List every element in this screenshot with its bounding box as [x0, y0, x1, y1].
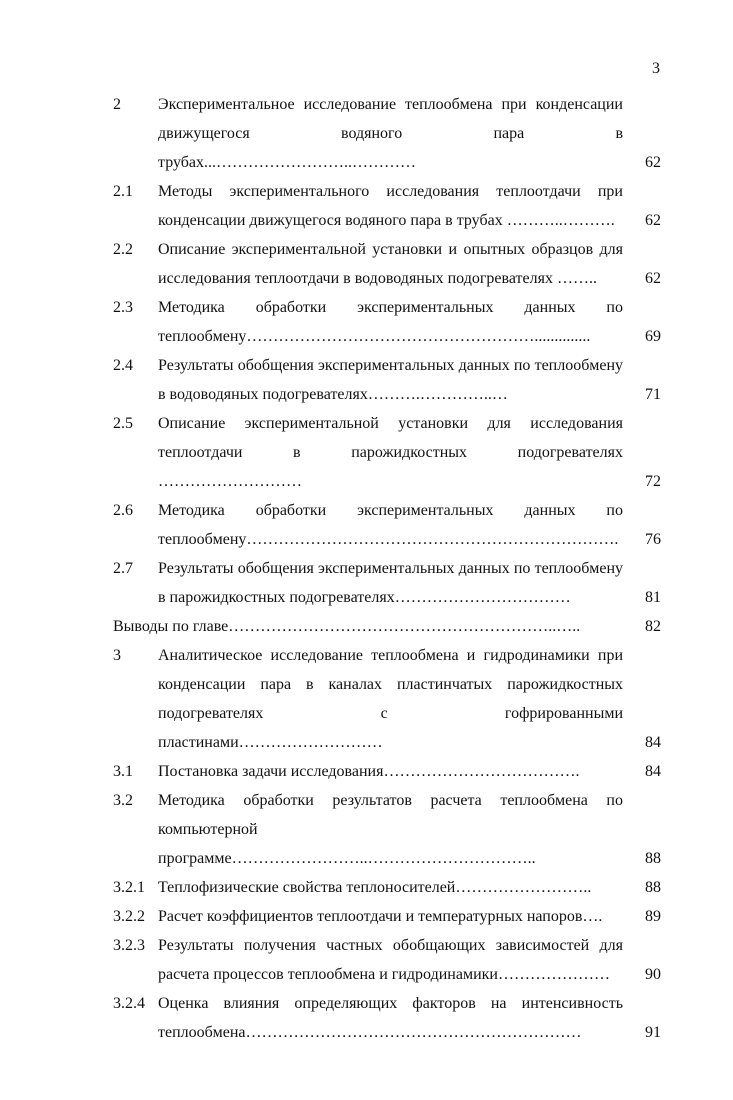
toc-entry-number: 3.2.1 — [113, 879, 145, 896]
toc-entry-title: Методы экспериментального исследования теплоотдачи при конденсации движущегося водяного пара в трубах ………..………. — [158, 183, 623, 229]
toc-entry-number: 3.1 — [113, 763, 133, 780]
toc-entry — [113, 351, 661, 409]
toc-entry-page: 62 — [645, 270, 661, 287]
toc-entry — [113, 786, 661, 873]
toc-entry-title: Методика обработки результатов расчета теплообмена по компьютерной программе……………………..………………………….. — [158, 792, 623, 867]
toc-entry-page: 69 — [645, 328, 661, 345]
toc-entry-page: 72 — [645, 473, 661, 490]
toc-entry-title: Результаты обобщения экспериментальных данных по теплообмену в водоводяных подогревателях……….…………..… — [158, 357, 623, 403]
toc-entry — [113, 409, 661, 496]
toc-entry-number: 3.2 — [113, 792, 133, 809]
toc-entry — [113, 235, 661, 293]
toc-entry-page: 62 — [645, 212, 661, 229]
toc-entry-number: 2.7 — [113, 560, 133, 577]
toc-entry-page: 91 — [645, 1024, 661, 1041]
toc-entry-number: 2 — [113, 96, 121, 113]
toc-entry — [113, 496, 661, 554]
toc-entry-number: 3.2.3 — [113, 937, 145, 954]
toc-entry — [113, 757, 661, 786]
toc-entry-title: Методика обработки экспериментальных данных по теплообмену……………………………………………….............. — [158, 299, 623, 345]
toc-entry — [113, 989, 661, 1047]
toc-entry-title: Методика обработки экспериментальных данных по теплообмену……………………………………………………………. — [158, 502, 623, 548]
toc-entry-page: 84 — [645, 763, 661, 780]
toc-entry-title: Результаты получения частных обобщающих зависимостей для расчета процессов теплообмена и гидродинамики………………… — [158, 937, 623, 983]
toc-entry-title: Постановка задачи исследования………………………………. — [158, 763, 580, 780]
toc-entry-title: Расчет коэффициентов теплоотдачи и температурных напоров…. — [158, 908, 603, 925]
toc-entry-page: 88 — [645, 850, 661, 867]
toc-entry-page: 88 — [645, 879, 661, 896]
toc-entry-title: Выводы по главе……………………………………………………..….. — [113, 618, 581, 635]
toc-entry-number: 3.2.4 — [113, 995, 145, 1012]
table-of-contents — [113, 90, 661, 1047]
toc-entry — [113, 931, 661, 989]
toc-entry-title: Описание экспериментальной установки и опытных образцов для исследования теплоотдачи в водоводяных подогревателях …….. — [158, 241, 623, 287]
toc-entry-page: 81 — [645, 589, 661, 606]
toc-entry-number: 2.3 — [113, 299, 133, 316]
toc-entry-page: 76 — [645, 531, 661, 548]
toc-entry — [113, 554, 661, 612]
toc-entry-number: 2.4 — [113, 357, 133, 374]
toc-entry — [113, 293, 661, 351]
toc-entry-title: Результаты обобщения экспериментальных данных по теплообмену в парожидкостных подогревателях…………………………… — [158, 560, 623, 606]
toc-entry — [113, 612, 661, 641]
toc-entry-title: Теплофизические свойства теплоносителей…………………….. — [158, 879, 592, 896]
toc-entry-page: 90 — [645, 966, 661, 983]
toc-entry-title: Аналитическое исследование теплообмена и гидродинамики при конденсации пара в каналах пластинчатых парожидкостных подогревателях с гофрированными пластинами……………………… — [158, 647, 623, 751]
toc-entry-number: 2.1 — [113, 183, 133, 200]
toc-entry-title: Описание экспериментальной установки для исследования теплоотдачи в парожидкостных подогревателях ……………………… — [158, 415, 623, 490]
toc-entry-page: 71 — [645, 386, 661, 403]
toc-entry — [113, 90, 661, 177]
toc-entry — [113, 873, 661, 902]
toc-entry-page: 84 — [645, 734, 661, 751]
toc-entry-page: 82 — [645, 618, 661, 635]
toc-entry-number: 3.2.2 — [113, 908, 145, 925]
toc-entry — [113, 902, 661, 931]
toc-entry-page: 89 — [645, 908, 661, 925]
toc-entry-number: 2.6 — [113, 502, 133, 519]
toc-entry-page: 62 — [645, 154, 661, 171]
toc-entry — [113, 177, 661, 235]
toc-entry-title: Экспериментальное исследование теплообмена при конденсации движущегося водяного пара в трубах...……………………..………… — [158, 96, 623, 171]
page-number: 3 — [652, 60, 660, 77]
toc-entry — [113, 641, 661, 757]
toc-entry-number: 2.2 — [113, 241, 133, 258]
toc-entry-number: 3 — [113, 647, 121, 664]
toc-entry-title: Оценка влияния определяющих факторов на интенсивность теплообмена……………………………………………………… — [158, 995, 623, 1041]
toc-entry-number: 2.5 — [113, 415, 133, 432]
